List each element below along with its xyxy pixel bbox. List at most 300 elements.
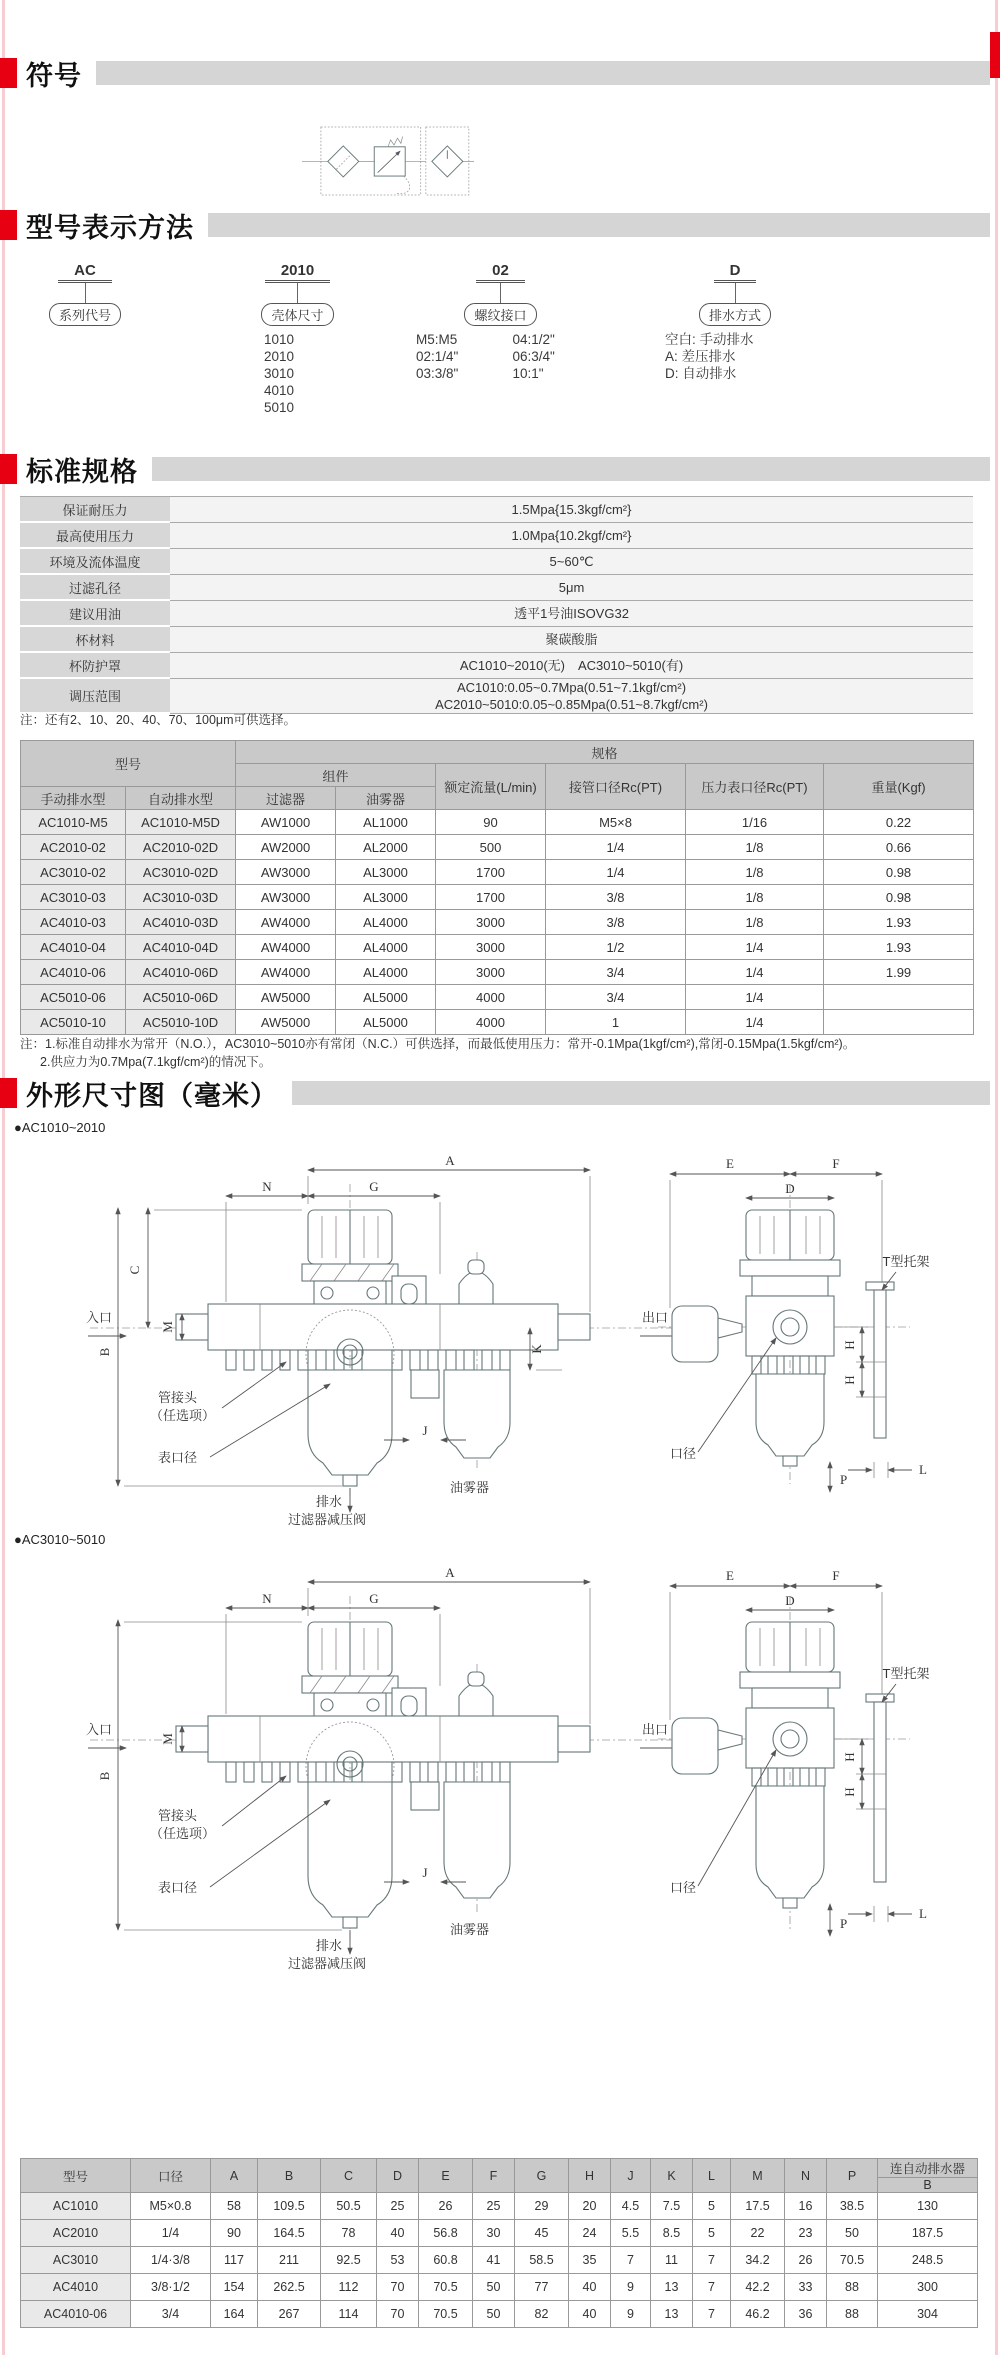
label-body-size: 壳体尺寸 bbox=[261, 303, 333, 326]
cell-model: AC4010 bbox=[21, 2274, 131, 2301]
dimension-table-row bbox=[21, 2301, 978, 2328]
cell-m: 34.2 bbox=[731, 2247, 785, 2274]
dim-a-label: A bbox=[445, 1565, 455, 1580]
cell-p: 38.5 bbox=[827, 2193, 878, 2220]
dim-header-h: H bbox=[569, 2159, 611, 2193]
option: 06:3/4" bbox=[512, 349, 555, 364]
spec-value-line1: 1.0Mpa{10.2kgf/cm²} bbox=[511, 528, 632, 543]
header-manual: 手动排水型 bbox=[21, 787, 126, 810]
model-table-note2: 2.供应力为0.7Mpa(7.1kgf/cm²)的情况下。 bbox=[40, 1055, 272, 1069]
cell-port: 1/4 bbox=[546, 860, 686, 885]
model-table-row bbox=[21, 910, 974, 935]
model-table-row bbox=[21, 860, 974, 885]
model-table-row bbox=[21, 985, 974, 1010]
dim-header-auto-drain-b bbox=[878, 2159, 978, 2193]
dim-f-label: F bbox=[832, 1156, 840, 1171]
cell-b: 109.5 bbox=[258, 2193, 321, 2220]
dim-h-label: H bbox=[842, 1787, 857, 1797]
spec-row bbox=[20, 627, 973, 653]
cell-lubricator: AL3000 bbox=[336, 860, 436, 885]
cell-manual-model: AC3010-03 bbox=[21, 885, 126, 910]
cell-port: M5×8 bbox=[546, 810, 686, 835]
pipe-joint-label: 管接头 bbox=[158, 1808, 198, 1823]
option: 03:3/8" bbox=[416, 366, 459, 381]
cell-auto-drain-b: 300 bbox=[878, 2274, 978, 2301]
cell-filter: AW4000 bbox=[236, 960, 336, 985]
section-title-specs: 标准规格 bbox=[26, 456, 138, 487]
cell-filter: AW1000 bbox=[236, 810, 336, 835]
spec-label: 杯材料 bbox=[20, 627, 170, 653]
cell-f: 25 bbox=[473, 2193, 515, 2220]
header-spec: 规格 bbox=[236, 741, 974, 764]
cell-filter: AW5000 bbox=[236, 1010, 336, 1035]
spec-label: 保证耐压力 bbox=[20, 497, 170, 523]
dim-c-label: C bbox=[127, 1265, 142, 1275]
dim-header-l: L bbox=[693, 2159, 731, 2193]
cell-c: 114 bbox=[321, 2301, 377, 2328]
model-table-row bbox=[21, 885, 974, 910]
outlet-label: 出口 bbox=[642, 1722, 669, 1737]
inlet-label: 入口 bbox=[86, 1722, 113, 1737]
spec-label: 建议用油 bbox=[20, 601, 170, 627]
cell-weight: 1.93 bbox=[824, 910, 974, 935]
cell-auto-model: AC2010-02D bbox=[126, 835, 236, 860]
drain-label: 排水 bbox=[315, 1938, 342, 1953]
spec-value-line2: AC2010~5010:0.05~0.85Mpa(0.51~8.7kgf/cm²) bbox=[435, 697, 708, 712]
cell-flow: 4000 bbox=[436, 985, 546, 1010]
header-filter: 过滤器 bbox=[236, 787, 336, 810]
cell-filter: AW3000 bbox=[236, 860, 336, 885]
cell-port: M5×0.8 bbox=[131, 2193, 211, 2220]
dim-header-n: N bbox=[785, 2159, 827, 2193]
spec-note: 注：还有2、10、20、40、70、100μm可供选择。 bbox=[20, 713, 297, 727]
outlet-label: 出口 bbox=[642, 1310, 669, 1325]
cell-g: 82 bbox=[515, 2301, 569, 2328]
option: M5:M5 bbox=[416, 332, 458, 347]
spec-row bbox=[20, 601, 973, 627]
model-code-col-series bbox=[30, 262, 140, 326]
option: 2010 bbox=[264, 349, 295, 364]
cell-filter: AW4000 bbox=[236, 935, 336, 960]
cell-n: 16 bbox=[785, 2193, 827, 2220]
heading-bar bbox=[208, 213, 990, 237]
cell-e: 60.8 bbox=[419, 2247, 473, 2274]
spec-value-line1: AC1010:0.05~0.7Mpa(0.51~7.1kgf/cm²) bbox=[456, 680, 687, 695]
dim-a-label: A bbox=[445, 1153, 455, 1168]
dim-p-label: P bbox=[840, 1472, 848, 1487]
cell-k: 13 bbox=[651, 2274, 693, 2301]
spec-value bbox=[170, 627, 973, 653]
spec-value-line1: 聚碳酸脂 bbox=[545, 632, 598, 647]
cell-lubricator: AL5000 bbox=[336, 985, 436, 1010]
option: 3010 bbox=[264, 366, 295, 381]
cell-h: 40 bbox=[569, 2274, 611, 2301]
cell-l: 7 bbox=[693, 2301, 731, 2328]
cell-j: 4.5 bbox=[611, 2193, 651, 2220]
cell-weight: 0.98 bbox=[824, 860, 974, 885]
code-series: AC bbox=[58, 262, 112, 283]
cell-b: 164.5 bbox=[258, 2220, 321, 2247]
pipe-joint-opt-label: （任选项） bbox=[150, 1408, 216, 1423]
dim-l-label: L bbox=[919, 1906, 927, 1921]
cell-flow: 500 bbox=[436, 835, 546, 860]
dim-e-label: E bbox=[726, 1156, 734, 1171]
cell-a: 90 bbox=[211, 2220, 258, 2247]
header-flow: 额定流量(L/min) bbox=[436, 764, 546, 810]
cell-d: 53 bbox=[377, 2247, 419, 2274]
spec-label: 过滤孔径 bbox=[20, 575, 170, 601]
dim-f-label: F bbox=[832, 1568, 840, 1583]
filter-regulator-label: 过滤器减压阀 bbox=[288, 1956, 367, 1971]
cell-filter: AW5000 bbox=[236, 985, 336, 1010]
model-table bbox=[20, 740, 974, 1035]
spec-label: 最高使用压力 bbox=[20, 523, 170, 549]
spec-value bbox=[170, 679, 973, 714]
spec-value-line1: 透平1号油ISOVG32 bbox=[514, 606, 629, 621]
header-port: 接管口径Rc(PT) bbox=[546, 764, 686, 810]
header-weight: 重量(Kgf) bbox=[824, 764, 974, 810]
model-table-row bbox=[21, 960, 974, 985]
cell-gauge: 1/8 bbox=[686, 860, 824, 885]
option: 空白: 手动排水 bbox=[665, 332, 754, 347]
dim-header-e: E bbox=[419, 2159, 473, 2193]
spec-value bbox=[170, 653, 973, 679]
dim-k-label: K bbox=[529, 1344, 544, 1354]
connector-line bbox=[297, 283, 298, 303]
red-bullet-icon bbox=[0, 454, 17, 484]
cell-flow: 1700 bbox=[436, 885, 546, 910]
dim-header-f: F bbox=[473, 2159, 515, 2193]
label-thread: 螺纹接口 bbox=[464, 303, 536, 326]
dim-j-label: J bbox=[422, 1865, 428, 1880]
cell-port: 1/4 bbox=[131, 2220, 211, 2247]
spec-row bbox=[20, 497, 973, 523]
option: 02:1/4" bbox=[416, 349, 459, 364]
cell-lubricator: AL3000 bbox=[336, 885, 436, 910]
cell-c: 78 bbox=[321, 2220, 377, 2247]
cell-p: 88 bbox=[827, 2301, 878, 2328]
spec-value bbox=[170, 601, 973, 627]
port-size-label: 口径 bbox=[670, 1880, 697, 1895]
cell-d: 25 bbox=[377, 2193, 419, 2220]
cell-m: 46.2 bbox=[731, 2301, 785, 2328]
dimension-table bbox=[20, 2158, 978, 2328]
cell-filter: AW4000 bbox=[236, 910, 336, 935]
body-size-options bbox=[240, 331, 355, 416]
cell-manual-model: AC2010-02 bbox=[21, 835, 126, 860]
dimension-drawing-ac3010-5010 bbox=[30, 1552, 950, 1972]
spec-label: 杯防护罩 bbox=[20, 653, 170, 679]
cell-filter: AW2000 bbox=[236, 835, 336, 860]
cell-h: 20 bbox=[569, 2193, 611, 2220]
filter-regulator-label: 过滤器减压阀 bbox=[288, 1512, 367, 1527]
cell-port: 3/8 bbox=[546, 885, 686, 910]
cell-port: 1 bbox=[546, 1010, 686, 1035]
drain-options bbox=[655, 331, 815, 382]
cell-port: 1/4·3/8 bbox=[131, 2247, 211, 2274]
code-drain: D bbox=[714, 262, 757, 283]
cell-manual-model: AC5010-06 bbox=[21, 985, 126, 1010]
cell-lubricator: AL2000 bbox=[336, 835, 436, 860]
dim-header-port: 口径 bbox=[131, 2159, 211, 2193]
cell-n: 23 bbox=[785, 2220, 827, 2247]
dim-d-label: D bbox=[785, 1593, 795, 1608]
cell-port: 1/4 bbox=[546, 835, 686, 860]
cell-manual-model: AC4010-06 bbox=[21, 960, 126, 985]
heading-bar bbox=[96, 61, 990, 85]
t-bracket-label: T型托架 bbox=[882, 1666, 930, 1681]
dim-header-p: P bbox=[827, 2159, 878, 2193]
red-bullet-icon bbox=[0, 1078, 17, 1108]
dim-g-label: G bbox=[369, 1179, 379, 1194]
cell-e: 26 bbox=[419, 2193, 473, 2220]
cell-g: 29 bbox=[515, 2193, 569, 2220]
dim-header-j: J bbox=[611, 2159, 651, 2193]
spec-value-line1: AC1010~2010(无) AC3010~5010(有) bbox=[459, 658, 684, 673]
cell-weight: 0.22 bbox=[824, 810, 974, 835]
cell-f: 50 bbox=[473, 2274, 515, 2301]
cell-a: 154 bbox=[211, 2274, 258, 2301]
cell-b: 267 bbox=[258, 2301, 321, 2328]
cell-filter: AW3000 bbox=[236, 885, 336, 910]
cell-p: 88 bbox=[827, 2274, 878, 2301]
pipe-joint-label: 管接头 bbox=[158, 1390, 198, 1405]
drain-label: 排水 bbox=[315, 1494, 342, 1509]
cell-l: 7 bbox=[693, 2247, 731, 2274]
cell-e: 70.5 bbox=[419, 2301, 473, 2328]
section-specs-heading bbox=[0, 452, 990, 486]
label-series: 系列代号 bbox=[49, 303, 121, 326]
cell-flow: 3000 bbox=[436, 935, 546, 960]
cell-lubricator: AL4000 bbox=[336, 910, 436, 935]
cell-gauge: 1/8 bbox=[686, 885, 824, 910]
dim-header-a: A bbox=[211, 2159, 258, 2193]
dim-j-label: J bbox=[422, 1423, 428, 1438]
cell-d: 70 bbox=[377, 2301, 419, 2328]
cell-h: 24 bbox=[569, 2220, 611, 2247]
inlet-label: 入口 bbox=[86, 1310, 113, 1325]
option: 1010 bbox=[264, 332, 295, 347]
connector-line bbox=[85, 283, 86, 303]
dim-header-model: 型号 bbox=[21, 2159, 131, 2193]
cell-c: 112 bbox=[321, 2274, 377, 2301]
cell-auto-drain-b: 304 bbox=[878, 2301, 978, 2328]
cell-j: 7 bbox=[611, 2247, 651, 2274]
cell-weight bbox=[824, 1010, 974, 1035]
red-bullet-icon bbox=[0, 210, 17, 240]
lubricator-label: 油雾器 bbox=[450, 1922, 490, 1937]
model-code-col-body-size bbox=[240, 262, 355, 416]
cell-m: 22 bbox=[731, 2220, 785, 2247]
cell-auto-model: AC5010-06D bbox=[126, 985, 236, 1010]
label-drain: 排水方式 bbox=[699, 303, 771, 326]
option: 04:1/2" bbox=[512, 332, 555, 347]
cell-gauge: 1/4 bbox=[686, 960, 824, 985]
cell-flow: 3000 bbox=[436, 910, 546, 935]
thread-options bbox=[408, 331, 593, 382]
cell-f: 41 bbox=[473, 2247, 515, 2274]
header-auto: 自动排水型 bbox=[126, 787, 236, 810]
port-size-label: 口径 bbox=[670, 1446, 697, 1461]
cell-port: 3/8·1/2 bbox=[131, 2274, 211, 2301]
option: 4010 bbox=[264, 383, 295, 398]
cell-n: 26 bbox=[785, 2247, 827, 2274]
spec-value bbox=[170, 497, 973, 523]
cell-e: 56.8 bbox=[419, 2220, 473, 2247]
cell-m: 42.2 bbox=[731, 2274, 785, 2301]
dim-header-c: C bbox=[321, 2159, 377, 2193]
dimension-drawing-ac1010-2010 bbox=[30, 1140, 950, 1528]
dimension-table-row bbox=[21, 2193, 978, 2220]
section-title-dimensions: 外形尺寸图（毫米） bbox=[26, 1080, 278, 1111]
header-gauge: 压力表口径Rc(PT) bbox=[686, 764, 824, 810]
t-bracket-label: T型托架 bbox=[882, 1254, 930, 1269]
dim-header-auto-drain-sub: B bbox=[878, 2177, 977, 2192]
model-table-row bbox=[21, 810, 974, 835]
cell-d: 70 bbox=[377, 2274, 419, 2301]
code-body-size: 2010 bbox=[265, 262, 330, 283]
cell-k: 13 bbox=[651, 2301, 693, 2328]
cell-auto-model: AC4010-04D bbox=[126, 935, 236, 960]
cell-flow: 1700 bbox=[436, 860, 546, 885]
cell-g: 77 bbox=[515, 2274, 569, 2301]
page-edge-left bbox=[2, 0, 5, 2355]
spec-value-line1: 5μm bbox=[558, 580, 585, 595]
dim-header-d: D bbox=[377, 2159, 419, 2193]
cell-gauge: 1/16 bbox=[686, 810, 824, 835]
cell-n: 36 bbox=[785, 2301, 827, 2328]
cell-flow: 3000 bbox=[436, 960, 546, 985]
dim-h-label: H bbox=[842, 1752, 857, 1762]
cell-lubricator: AL4000 bbox=[336, 935, 436, 960]
cell-weight: 0.66 bbox=[824, 835, 974, 860]
dim-g-label: G bbox=[369, 1591, 379, 1606]
cell-a: 58 bbox=[211, 2193, 258, 2220]
cell-weight: 1.93 bbox=[824, 935, 974, 960]
cell-manual-model: AC5010-10 bbox=[21, 1010, 126, 1035]
pipe-joint-opt-label: （任选项） bbox=[150, 1826, 216, 1841]
connector-line bbox=[500, 283, 501, 303]
cell-model: AC4010-06 bbox=[21, 2301, 131, 2328]
cell-m: 17.5 bbox=[731, 2193, 785, 2220]
section-title-model-code: 型号表示方法 bbox=[26, 212, 194, 243]
model-table-row bbox=[21, 1010, 974, 1035]
cell-auto-drain-b: 187.5 bbox=[878, 2220, 978, 2247]
dim-m-label: M bbox=[160, 1733, 175, 1745]
red-bullet-icon bbox=[0, 58, 17, 88]
cell-auto-model: AC3010-02D bbox=[126, 860, 236, 885]
cell-f: 30 bbox=[473, 2220, 515, 2247]
cell-port: 3/4 bbox=[546, 960, 686, 985]
dim-d-label: D bbox=[785, 1181, 795, 1196]
variant-label-ac3010-5010: ●AC3010~5010 bbox=[14, 1532, 106, 1547]
cell-l: 5 bbox=[693, 2193, 731, 2220]
cell-e: 70.5 bbox=[419, 2274, 473, 2301]
spec-row bbox=[20, 679, 973, 714]
header-components: 组件 bbox=[236, 764, 436, 787]
lubricator-label: 油雾器 bbox=[450, 1480, 490, 1495]
cell-auto-model: AC1010-M5D bbox=[126, 810, 236, 835]
cell-manual-model: AC4010-04 bbox=[21, 935, 126, 960]
cell-h: 35 bbox=[569, 2247, 611, 2274]
dimension-table-row bbox=[21, 2274, 978, 2301]
heading-bar bbox=[152, 457, 990, 481]
cell-l: 7 bbox=[693, 2274, 731, 2301]
cell-auto-model: AC5010-10D bbox=[126, 1010, 236, 1035]
header-lubricator: 油雾器 bbox=[336, 787, 436, 810]
cell-g: 45 bbox=[515, 2220, 569, 2247]
cell-j: 5.5 bbox=[611, 2220, 651, 2247]
spec-row bbox=[20, 575, 973, 601]
page-edge-right bbox=[995, 0, 998, 2355]
cell-weight: 0.98 bbox=[824, 885, 974, 910]
cell-model: AC3010 bbox=[21, 2247, 131, 2274]
spec-value bbox=[170, 523, 973, 549]
cell-model: AC1010 bbox=[21, 2193, 131, 2220]
option: 5010 bbox=[264, 400, 295, 415]
dim-header-m: M bbox=[731, 2159, 785, 2193]
dimension-table-row bbox=[21, 2220, 978, 2247]
cell-p: 70.5 bbox=[827, 2247, 878, 2274]
cell-lubricator: AL4000 bbox=[336, 960, 436, 985]
cell-n: 33 bbox=[785, 2274, 827, 2301]
cell-a: 117 bbox=[211, 2247, 258, 2274]
cell-manual-model: AC3010-02 bbox=[21, 860, 126, 885]
code-thread: 02 bbox=[476, 262, 525, 283]
cell-lubricator: AL5000 bbox=[336, 1010, 436, 1035]
section-model-code-heading bbox=[0, 208, 990, 242]
cell-k: 7.5 bbox=[651, 2193, 693, 2220]
model-code-col-drain bbox=[655, 262, 815, 382]
cell-j: 9 bbox=[611, 2301, 651, 2328]
model-table-row bbox=[21, 835, 974, 860]
cell-port: 3/4 bbox=[131, 2301, 211, 2328]
model-table-row bbox=[21, 935, 974, 960]
cell-gauge: 1/4 bbox=[686, 1010, 824, 1035]
cell-flow: 90 bbox=[436, 810, 546, 835]
cell-gauge: 1/4 bbox=[686, 935, 824, 960]
cell-h: 40 bbox=[569, 2301, 611, 2328]
dim-header-k: K bbox=[651, 2159, 693, 2193]
cell-manual-model: AC4010-03 bbox=[21, 910, 126, 935]
gauge-port-label: 表口径 bbox=[158, 1450, 198, 1465]
spec-value-line1: 1.5Mpa{15.3kgf/cm²} bbox=[511, 502, 632, 517]
dimension-table-row bbox=[21, 2247, 978, 2274]
cell-c: 92.5 bbox=[321, 2247, 377, 2274]
spec-row bbox=[20, 653, 973, 679]
cell-k: 11 bbox=[651, 2247, 693, 2274]
connector-line bbox=[735, 283, 736, 303]
cell-f: 50 bbox=[473, 2301, 515, 2328]
dim-p-label: P bbox=[840, 1916, 848, 1931]
cell-weight: 1.99 bbox=[824, 960, 974, 985]
cell-flow: 4000 bbox=[436, 1010, 546, 1035]
dim-m-label: M bbox=[160, 1321, 175, 1333]
dim-l-label: L bbox=[919, 1462, 927, 1477]
dim-header-auto-drain: 连自动排水器 bbox=[889, 2162, 965, 2176]
spec-value bbox=[170, 549, 973, 575]
cell-port: 3/4 bbox=[546, 985, 686, 1010]
cell-auto-drain-b: 248.5 bbox=[878, 2247, 978, 2274]
dim-e-label: E bbox=[726, 1568, 734, 1583]
cell-manual-model: AC1010-M5 bbox=[21, 810, 126, 835]
dim-header-g: G bbox=[515, 2159, 569, 2193]
option: A: 差压排水 bbox=[665, 349, 736, 364]
dim-h-label: H bbox=[842, 1375, 857, 1385]
cell-auto-model: AC4010-03D bbox=[126, 910, 236, 935]
heading-bar bbox=[292, 1081, 990, 1105]
section-symbol-heading bbox=[0, 56, 990, 90]
